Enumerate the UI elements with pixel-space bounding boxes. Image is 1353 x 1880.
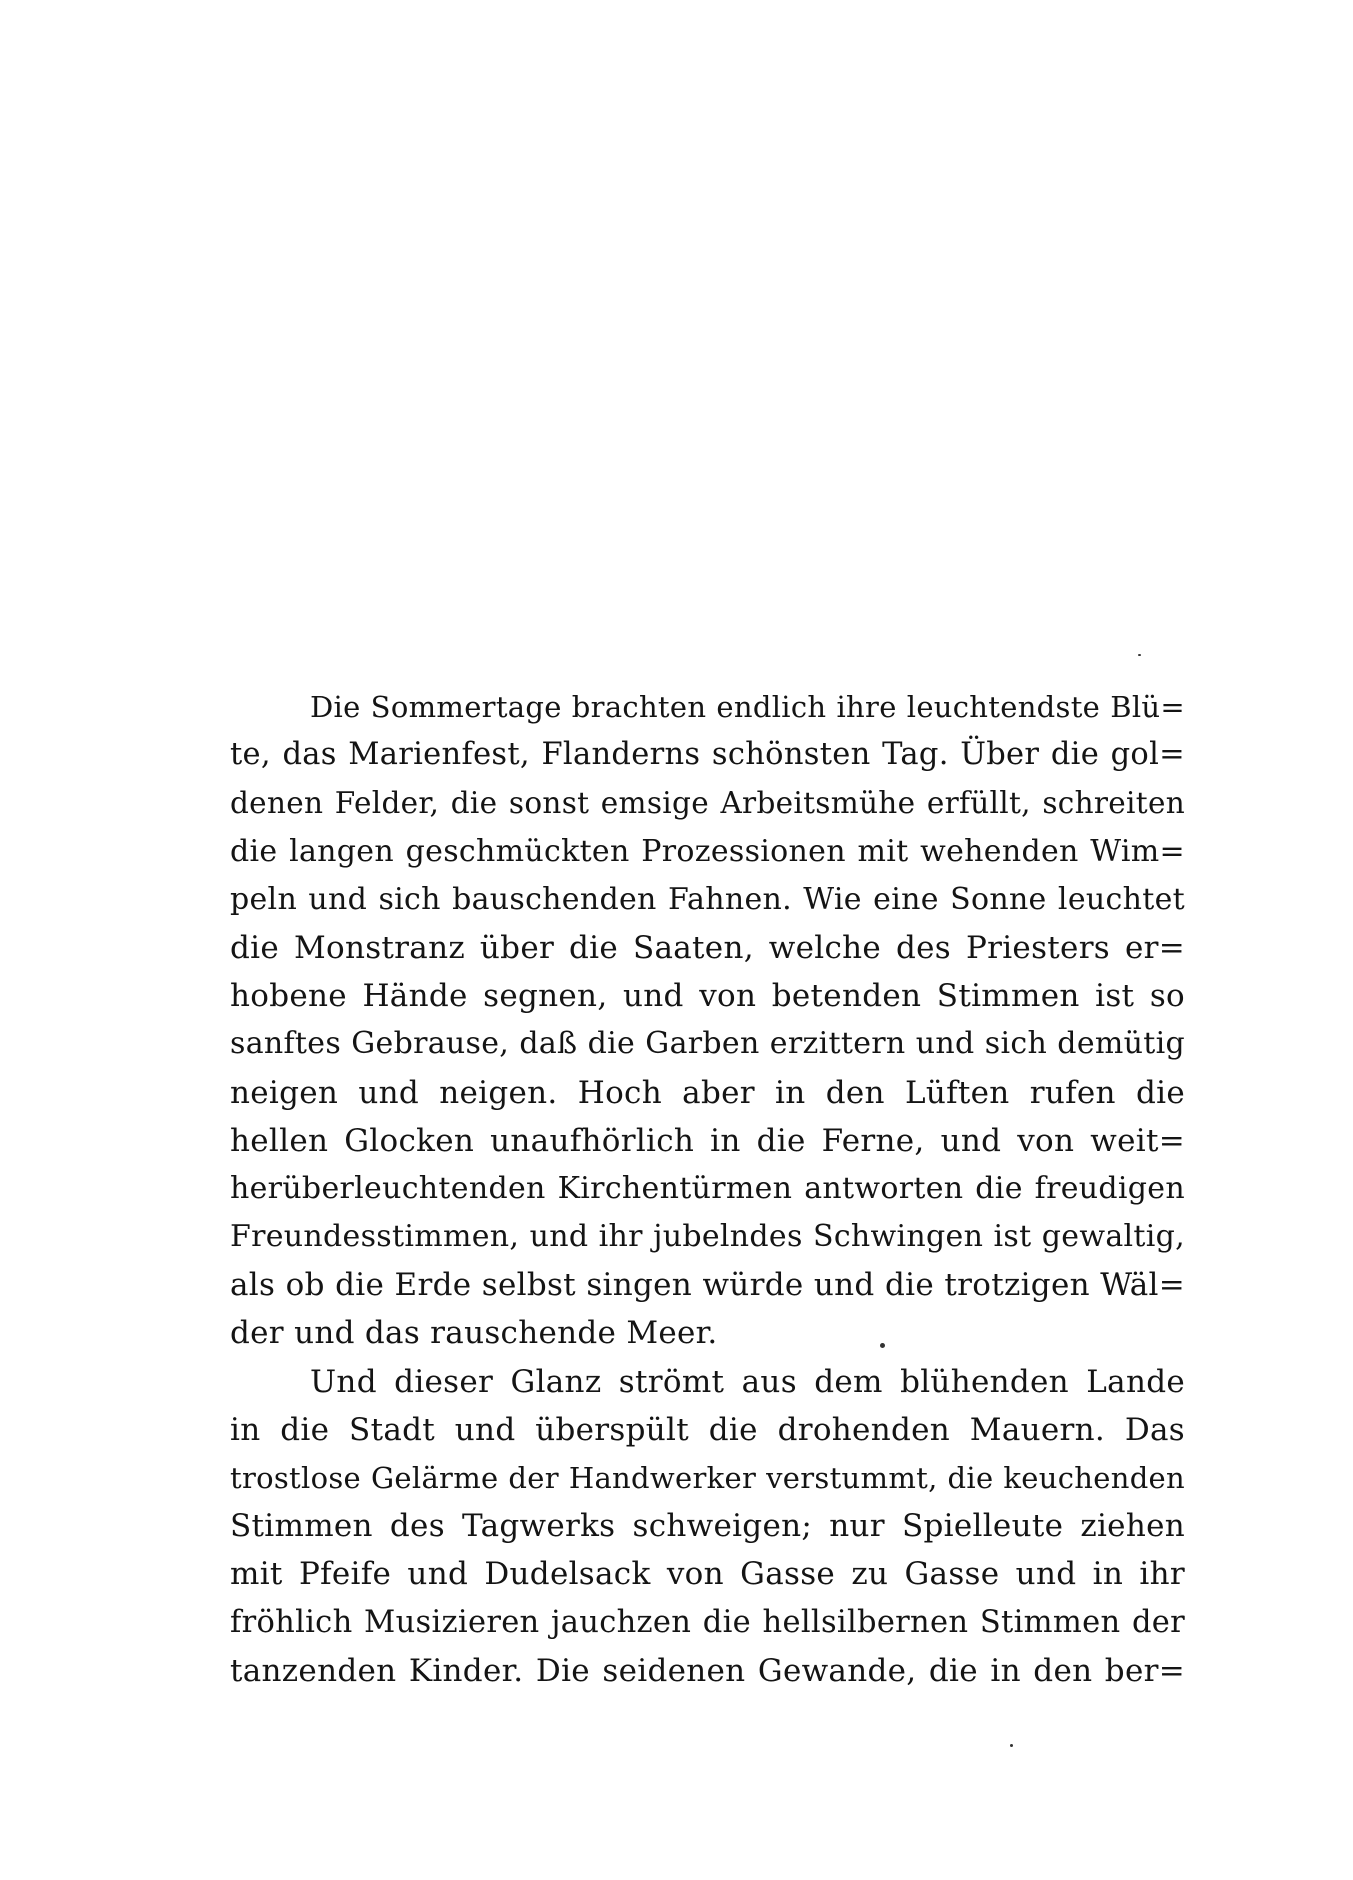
text-line: sanftes Gebrause, daß die Garben erzittern und sich demütig: [230, 1026, 1185, 1062]
text-line: trostlose Gelärme der Handwerker verstummt, die keuchenden: [230, 1461, 1185, 1495]
text-line: hellen Glocken unaufhörlich in die Ferne, und von weit=: [230, 1122, 1185, 1159]
text-line: herüberleuchtenden Kirchentürmen antworten die freudigen: [230, 1170, 1185, 1206]
text-line: der und das rauschende Meer.: [230, 1315, 718, 1352]
print-speck: [1138, 654, 1141, 656]
text-line: die Monstranz über die Saaten, welche des Priesters er=: [230, 929, 1185, 966]
text-line: mit Pfeife und Dudelsack von Gasse zu Gasse und in ihr: [230, 1556, 1185, 1593]
text-line: in die Stadt und überspült die drohenden Mauern. Das: [230, 1411, 1185, 1448]
print-speck: [1010, 1744, 1013, 1747]
text-line: te, das Marienfest, Flanderns schönsten Tag. Über die gol=: [230, 737, 1185, 773]
text-line: hobene Hände segnen, und von betenden Stimmen ist so: [230, 978, 1185, 1015]
text-line: Die Sommertage brachten endlich ihre leuchtendste Blü=: [310, 690, 1185, 724]
text-line: neigen und neigen. Hoch aber in den Lüften rufen die: [230, 1074, 1185, 1111]
print-speck: [880, 1343, 885, 1348]
text-line: Stimmen des Tagwerks schweigen; nur Spielleute ziehen: [230, 1508, 1185, 1545]
text-line: Und dieser Glanz strömt aus dem blühenden Lande: [310, 1363, 1185, 1400]
text-line: fröhlich Musizieren jauchzen die hellsilbernen Stimmen der: [230, 1604, 1185, 1640]
text-line: tanzenden Kinder. Die seidenen Gewande, die in den ber=: [230, 1652, 1185, 1689]
text-line: peln und sich bauschenden Fahnen. Wie eine Sonne leuchtet: [230, 881, 1185, 917]
text-line: als ob die Erde selbst singen würde und die trotzigen Wäl=: [230, 1267, 1185, 1304]
body-text: [230, 683, 1185, 1695]
text-line: Freundesstimmen, und ihr jubelndes Schwingen ist gewaltig,: [230, 1219, 1185, 1255]
text-line: die langen geschmückten Prozessionen mit wehenden Wim=: [230, 833, 1185, 869]
text-line: denen Felder, die sonst emsige Arbeitsmühe erfüllt, schreiten: [230, 786, 1185, 821]
